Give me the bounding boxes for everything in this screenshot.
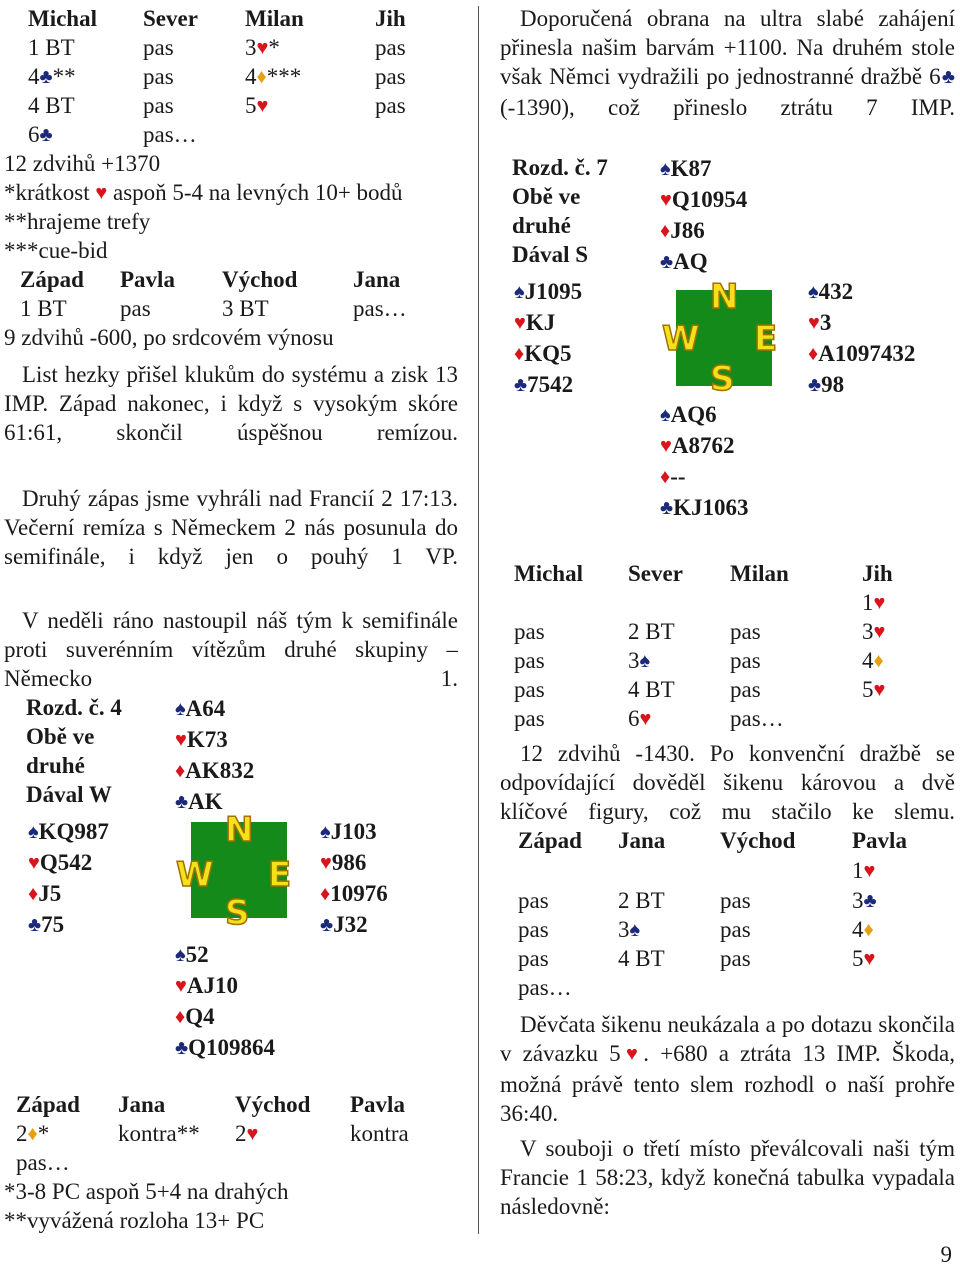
- spade-icon: ♠: [175, 698, 186, 720]
- heart-icon: ♥: [863, 948, 876, 970]
- auction5-header: Západ: [518, 828, 582, 853]
- deal4-label-line: Obě ve: [26, 724, 95, 749]
- deal4-east-diamonds: ♦10976: [320, 881, 388, 906]
- deal4-east-spades: ♠J103: [320, 819, 377, 844]
- auction4-cell: pas: [730, 648, 761, 673]
- spade-icon: ♠: [28, 821, 39, 843]
- auction1-cell: 4♣**: [28, 64, 76, 89]
- note-line: **vyvážená rozloha 13+ PC: [4, 1208, 265, 1233]
- auction1-cell: pas: [375, 35, 406, 60]
- auction2-cell: pas: [120, 296, 151, 321]
- club-icon: ♣: [175, 1037, 189, 1059]
- auction5-cell: 5♥: [852, 946, 876, 971]
- diamond-icon: ♦: [660, 466, 671, 488]
- column-divider: [478, 6, 479, 1234]
- club-icon: ♣: [39, 124, 53, 146]
- note-line: 12 zdvihů +1370: [4, 151, 161, 176]
- auction1-cell: pas: [375, 64, 406, 89]
- deal4-west-clubs: ♣75: [28, 912, 65, 937]
- heart-icon: ♥: [256, 37, 269, 59]
- deal7-north-hearts: ♥Q10954: [660, 187, 748, 212]
- deal7-east-spades: ♠432: [808, 279, 854, 304]
- compass-south: S: [225, 893, 250, 933]
- auction4-cell: 3♠: [628, 648, 651, 673]
- page-number: 9: [940, 1242, 952, 1267]
- auction1-cell: 4 BT: [28, 93, 75, 118]
- heart-icon: ♥: [256, 95, 269, 117]
- auction4-cell: 4♦: [862, 648, 884, 673]
- diamond-icon: ♦: [256, 66, 267, 88]
- heart-icon: ♥: [873, 592, 886, 614]
- diamond-icon: ♦: [808, 343, 819, 365]
- deal4-north-clubs: ♣AK: [175, 789, 223, 814]
- spade-icon: ♠: [320, 821, 331, 843]
- deal4-south-spades: ♠52: [175, 942, 209, 967]
- deal7-east-clubs: ♣98: [808, 372, 845, 397]
- auction2-cell: pas…: [353, 296, 407, 321]
- auction4-cell: 1♥: [862, 590, 886, 615]
- heart-icon: ♥: [514, 312, 526, 334]
- auction1-cell: pas: [143, 93, 174, 118]
- deal4-west-spades: ♠KQ987: [28, 819, 109, 844]
- auction5-header: Pavla: [852, 828, 907, 853]
- deal4-label-line: druhé: [26, 753, 85, 778]
- paragraph: V neděli ráno nastoupil náš tým k semifinále proti suverénním vítězům druhé skupiny – Německo 1.: [4, 608, 458, 691]
- auction5-cell: pas…: [518, 975, 572, 1000]
- auction5-cell: 1♥: [852, 858, 876, 883]
- heart-icon: ♥: [808, 312, 820, 334]
- deal4-north-spades: ♠A64: [175, 696, 226, 721]
- deal4-east-hearts: ♥986: [320, 850, 367, 875]
- compass-north: N: [710, 277, 739, 317]
- auction1-header-milan: Milan: [245, 6, 304, 31]
- deal4-label-line: Rozd. č. 4: [26, 695, 122, 720]
- auction4-header: Michal: [514, 561, 583, 586]
- auction1-cell: 6♣: [28, 122, 53, 147]
- paragraph: V souboji o třetí místo převálcovali naši tým Francie 1 58:23, když konečná tabulka vypadala následovně:: [500, 1136, 955, 1219]
- deal4-north-hearts: ♥K73: [175, 727, 228, 752]
- auction5-cell: 4♦: [852, 917, 874, 942]
- compass-north: N: [225, 810, 254, 850]
- deal7-west-clubs: ♣7542: [514, 372, 574, 397]
- auction1-cell: pas: [375, 93, 406, 118]
- auction4-cell: pas: [514, 619, 545, 644]
- deal7-south-diamonds: ♦--: [660, 464, 686, 489]
- auction3-cell: kontra**: [118, 1121, 200, 1146]
- deal7-north-diamonds: ♦J86: [660, 218, 705, 243]
- deal4-south-hearts: ♥AJ10: [175, 973, 238, 998]
- spade-icon: ♠: [808, 281, 819, 303]
- compass-west: W: [662, 319, 700, 359]
- auction2-header: Jana: [353, 267, 401, 292]
- club-icon: ♣: [660, 251, 674, 273]
- auction1-cell: 3♥*: [245, 35, 280, 60]
- deal7-south-clubs: ♣KJ1063: [660, 495, 749, 520]
- auction4-cell: 5♥: [862, 677, 886, 702]
- compass-east: E: [754, 319, 778, 359]
- heart-icon: ♥: [95, 182, 108, 204]
- club-icon: ♣: [940, 66, 955, 88]
- auction4-cell: pas…: [730, 706, 784, 731]
- spade-icon: ♠: [660, 158, 671, 180]
- auction2-header: Západ: [20, 267, 84, 292]
- auction5-cell: pas: [720, 917, 751, 942]
- deal7-label-line: Obě ve: [512, 184, 581, 209]
- compass-south: S: [710, 359, 735, 399]
- auction2-header: Pavla: [120, 267, 175, 292]
- auction4-cell: pas: [514, 648, 545, 673]
- auction4-cell: 6♥: [628, 706, 652, 731]
- deal4-west-hearts: ♥Q542: [28, 850, 93, 875]
- auction2-cell: 3 BT: [222, 296, 269, 321]
- result-note: 9 zdvihů -600, po srdcovém výnosu: [4, 325, 334, 350]
- paragraph: List hezky přišel klukům do systému a zisk 13 IMP. Západ nakonec, i když s vysokým skóre 61:61, skončil úspěšnou remízou.: [4, 362, 458, 445]
- deal4-label-line: Dával W: [26, 782, 112, 807]
- deal7-west-spades: ♠J1095: [514, 279, 583, 304]
- deal7-west-diamonds: ♦KQ5: [514, 341, 572, 366]
- auction5-cell: 2 BT: [618, 888, 665, 913]
- club-icon: ♣: [175, 791, 189, 813]
- auction4-cell: pas: [730, 619, 761, 644]
- auction5-cell: 3♠: [618, 917, 641, 942]
- note-line: ***cue-bid: [4, 238, 108, 263]
- auction5-cell: pas: [720, 888, 751, 913]
- heart-icon: ♥: [873, 679, 886, 701]
- auction4-cell: pas: [514, 706, 545, 731]
- auction1-cell: 4♦***: [245, 64, 302, 89]
- diamond-icon: ♦: [514, 343, 525, 365]
- diamond-icon: ♦: [863, 919, 874, 941]
- spade-icon: ♠: [629, 919, 641, 941]
- deal7-east-diamonds: ♦A1097432: [808, 341, 916, 366]
- auction4-header: Jih: [862, 561, 893, 586]
- spade-icon: ♠: [639, 650, 651, 672]
- deal4-south-diamonds: ♦Q4: [175, 1004, 215, 1029]
- auction3-header: Západ: [16, 1092, 80, 1117]
- auction3-header: Jana: [118, 1092, 166, 1117]
- club-icon: ♣: [660, 497, 674, 519]
- auction4-cell: pas: [730, 677, 761, 702]
- auction3-header: Pavla: [350, 1092, 405, 1117]
- deal4-north-diamonds: ♦AK832: [175, 758, 255, 783]
- paragraph: Děvčata šikenu neukázala a po dotazu skončila v závazku 5♥. +680 a ztráta 13 IMP. Škoda, možná právě tento slem rozhodl o naší prohře 36:40.: [500, 1012, 955, 1126]
- auction3-cell: pas…: [16, 1150, 70, 1175]
- auction2-cell: 1 BT: [20, 296, 67, 321]
- club-icon: ♣: [808, 374, 822, 396]
- diamond-icon: ♦: [175, 1006, 186, 1028]
- heart-icon: ♥: [175, 729, 187, 751]
- note-line: *3-8 PC aspoň 5+4 na drahých: [4, 1179, 289, 1204]
- deal7-label-line: Dával S: [512, 242, 589, 267]
- heart-icon: ♥: [863, 860, 876, 882]
- deal7-north-spades: ♠K87: [660, 156, 712, 181]
- heart-icon: ♥: [660, 435, 672, 457]
- diamond-icon: ♦: [660, 220, 671, 242]
- heart-icon: ♥: [246, 1123, 259, 1145]
- deal7-south-hearts: ♥A8762: [660, 433, 735, 458]
- auction4-cell: 2 BT: [628, 619, 675, 644]
- auction1-cell: pas: [143, 35, 174, 60]
- spade-icon: ♠: [660, 404, 671, 426]
- heart-icon: ♥: [28, 852, 40, 874]
- auction4-cell: pas: [514, 677, 545, 702]
- auction1-cell: 1 BT: [28, 35, 75, 60]
- auction3-header: Východ: [235, 1092, 311, 1117]
- club-icon: ♣: [863, 890, 877, 912]
- heart-icon: ♥: [620, 1043, 644, 1065]
- auction4-header: Milan: [730, 561, 789, 586]
- auction4-cell: 4 BT: [628, 677, 675, 702]
- heart-icon: ♥: [175, 975, 187, 997]
- heart-icon: ♥: [320, 852, 332, 874]
- auction5-cell: pas: [518, 888, 549, 913]
- deal7-north-clubs: ♣AQ: [660, 249, 708, 274]
- note-line: **hrajeme trefy: [4, 209, 151, 234]
- deal7-south-spades: ♠AQ6: [660, 402, 717, 427]
- paragraph: 12 zdvihů -1430. Po konvenční dražbě se odpovídající dověděl šikenu károvou a dvě klíčové figury, což mu stačilo ke slemu.: [500, 741, 955, 824]
- auction1-header-jih: Jih: [375, 6, 406, 31]
- auction3-cell: 2♦*: [16, 1121, 50, 1146]
- deal4-west-diamonds: ♦J5: [28, 881, 62, 906]
- spade-icon: ♠: [514, 281, 525, 303]
- auction3-cell: kontra: [350, 1121, 409, 1146]
- auction5-cell: pas: [518, 946, 549, 971]
- diamond-icon: ♦: [320, 883, 331, 905]
- club-icon: ♣: [514, 374, 528, 396]
- deal7-label-line: druhé: [512, 213, 571, 238]
- diamond-icon: ♦: [28, 883, 39, 905]
- deal4-east-clubs: ♣J32: [320, 912, 368, 937]
- paragraph: Druhý zápas jsme vyhráli nad Francií 2 17:13. Večerní remíza s Německem 2 nás posunula do semifinále, i když jen o pouhý 1 VP.: [4, 486, 458, 569]
- auction1-cell: 5♥: [245, 93, 269, 118]
- auction2-header: Východ: [222, 267, 298, 292]
- auction1-cell: pas…: [143, 122, 197, 147]
- paragraph: Doporučená obrana na ultra slabé zahájení přinesla našim barvám +1100. Na druhém stole však Němci vydražili po jednostranné dražbě 6♣ (-1390), což přineslo ztrátu 7 IMP.: [500, 6, 955, 120]
- auction1-header-sever: Sever: [143, 6, 198, 31]
- diamond-icon: ♦: [175, 760, 186, 782]
- deal7-east-hearts: ♥3: [808, 310, 832, 335]
- auction5-cell: 4 BT: [618, 946, 665, 971]
- compass-east: E: [268, 855, 292, 895]
- auction3-cell: 2♥: [235, 1121, 259, 1146]
- diamond-icon: ♦: [873, 650, 884, 672]
- auction1-header-michal: Michal: [28, 6, 97, 31]
- club-icon: ♣: [320, 914, 334, 936]
- auction5-cell: pas: [518, 917, 549, 942]
- auction1-cell: pas: [143, 64, 174, 89]
- auction5-cell: 3♣: [852, 888, 877, 913]
- heart-icon: ♥: [660, 189, 672, 211]
- auction4-header: Sever: [628, 561, 683, 586]
- auction5-header: Východ: [720, 828, 796, 853]
- club-icon: ♣: [28, 914, 42, 936]
- auction5-header: Jana: [618, 828, 666, 853]
- auction4-cell: 3♥: [862, 619, 886, 644]
- note-line: *krátkost ♥ aspoň 5-4 na levných 10+ bodů: [4, 180, 403, 205]
- deal4-south-clubs: ♣Q109864: [175, 1035, 276, 1060]
- diamond-icon: ♦: [27, 1123, 38, 1145]
- compass-west: W: [176, 855, 214, 895]
- heart-icon: ♥: [873, 621, 886, 643]
- club-icon: ♣: [39, 66, 53, 88]
- deal7-label-line: Rozd. č. 7: [512, 155, 608, 180]
- spade-icon: ♠: [175, 944, 186, 966]
- auction5-cell: pas: [720, 946, 751, 971]
- deal7-west-hearts: ♥KJ: [514, 310, 556, 335]
- heart-icon: ♥: [639, 708, 652, 730]
